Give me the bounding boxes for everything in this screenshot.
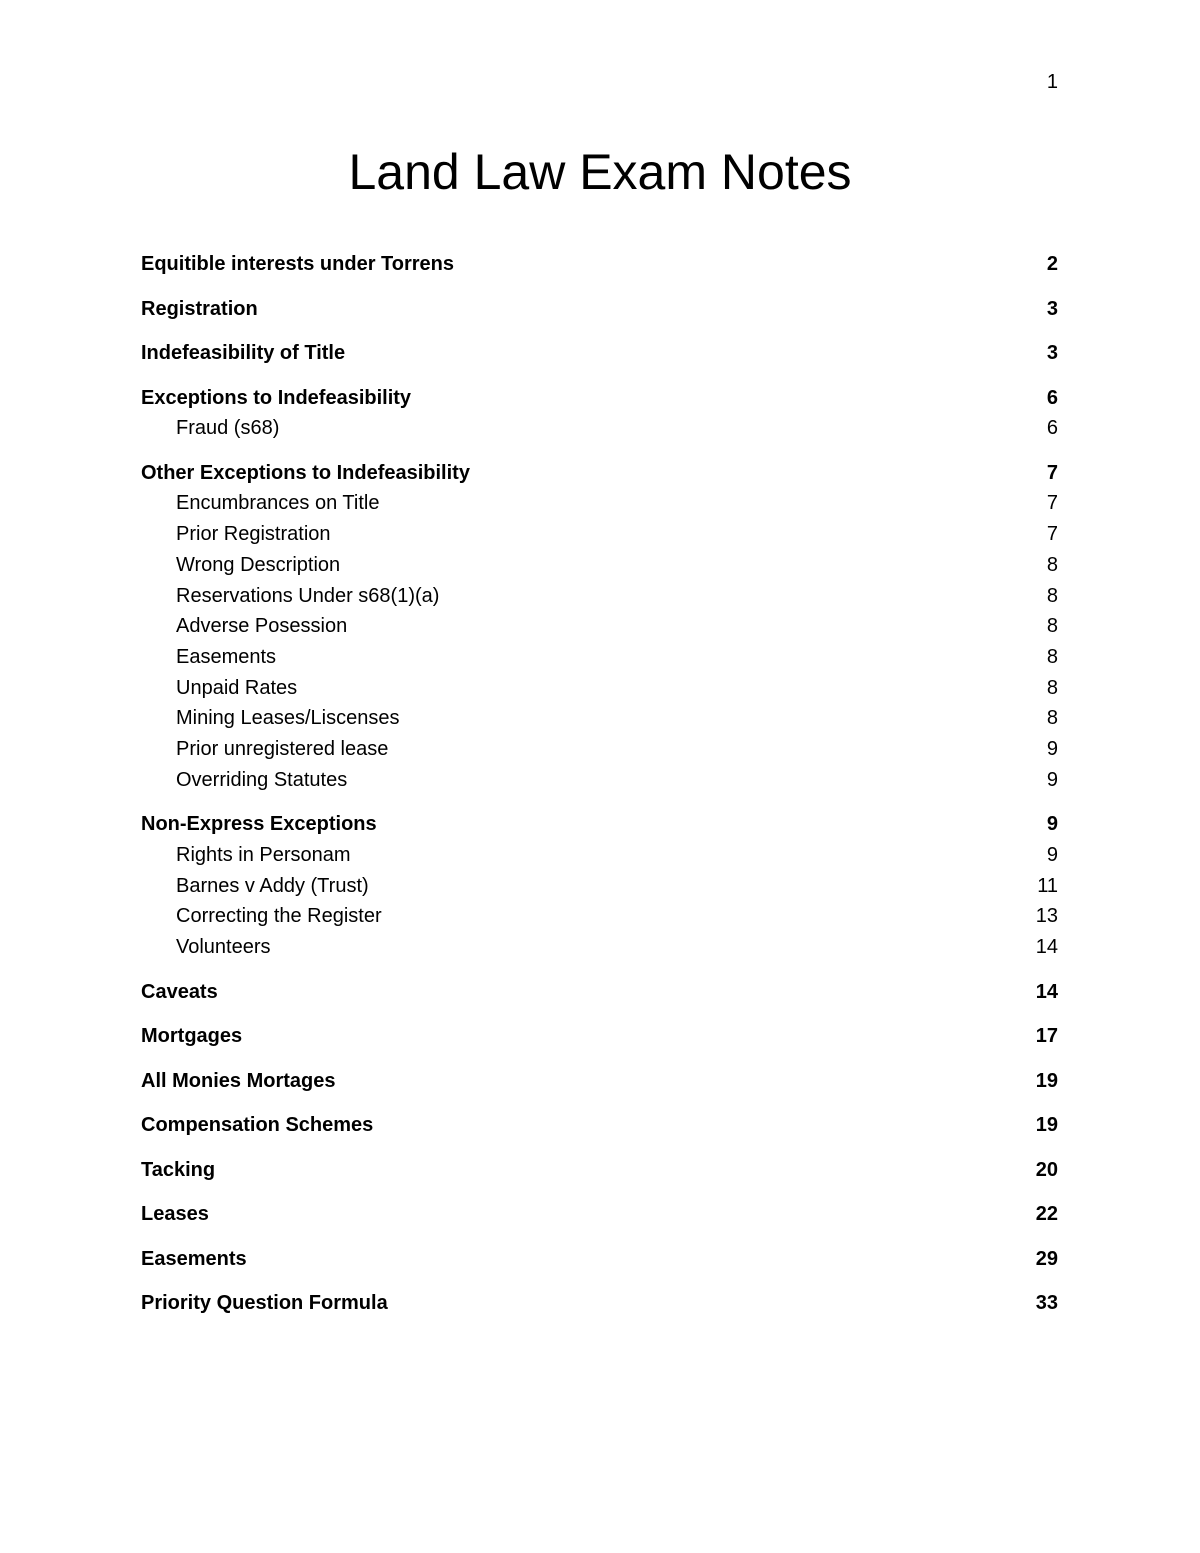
toc-entry[interactable] (141, 385, 1058, 411)
toc-entry[interactable] (141, 675, 1058, 701)
toc-entry-page: 6 (1046, 386, 1058, 409)
toc-entry-label: Rights in Personam (176, 843, 351, 866)
toc-entry[interactable] (141, 842, 1058, 868)
toc-entry-page: 20 (1035, 1158, 1058, 1181)
toc-entry-label: Equitible interests under Torrens (141, 253, 455, 275)
toc-entry[interactable] (141, 1068, 1058, 1094)
toc-entry-page: 22 (1035, 1203, 1058, 1225)
toc-entry-page: 8 (1046, 584, 1058, 607)
toc-entry-label: Exceptions to Indefeasibility (141, 386, 412, 409)
toc-entry-page: 8 (1046, 707, 1058, 730)
toc-entry-label: Leases (141, 1203, 209, 1225)
toc-entry[interactable] (141, 613, 1058, 639)
toc-entry[interactable] (141, 979, 1058, 1005)
toc-entry[interactable] (141, 415, 1058, 441)
toc-entry-page: 7 (1046, 523, 1058, 546)
toc-entry[interactable] (141, 934, 1058, 960)
toc-entry-page: 9 (1046, 813, 1058, 836)
toc-entry-label: Volunteers (176, 936, 271, 958)
toc-entry-label: Adverse Posession (176, 615, 348, 638)
toc-entry-page: 19 (1035, 1069, 1058, 1092)
toc-entry[interactable] (141, 340, 1058, 366)
toc-entry-label: Barnes v Addy (Trust) (176, 874, 369, 897)
toc-entry-page: 6 (1046, 417, 1058, 440)
toc-entry-page: 3 (1046, 297, 1058, 320)
toc-entry[interactable] (141, 644, 1058, 670)
toc-entry-page: 7 (1046, 461, 1058, 484)
toc-entry[interactable] (141, 736, 1058, 762)
toc-entry[interactable] (141, 705, 1058, 731)
toc-entry-label: Correcting the Register (176, 905, 382, 928)
toc-entry-label: Wrong Description (176, 553, 341, 576)
toc-entry[interactable] (141, 811, 1058, 837)
toc-entry-page: 9 (1046, 843, 1058, 866)
toc-entry-label: Indefeasibility of Title (141, 342, 346, 364)
toc-entry[interactable] (141, 583, 1058, 609)
toc-entry[interactable] (141, 552, 1058, 578)
toc-entry-page: 17 (1035, 1025, 1058, 1047)
toc-entry-page: 19 (1035, 1114, 1058, 1136)
toc-entry-page: 7 (1046, 492, 1058, 515)
toc-entry-page: 9 (1046, 768, 1058, 791)
toc-entry-label: Prior Registration (176, 523, 331, 546)
toc-entry-label: Mortgages (141, 1025, 243, 1047)
toc-entry-label: Compensation Schemes (141, 1114, 374, 1136)
toc-entry[interactable] (141, 521, 1058, 547)
toc-entry[interactable] (141, 873, 1058, 899)
toc-entry-page: 8 (1046, 676, 1058, 699)
toc-entry[interactable] (141, 1112, 1058, 1138)
toc-entry-label: Overriding Statutes (176, 768, 348, 791)
toc-entry-page: 29 (1035, 1247, 1058, 1270)
toc-entry-label: Reservations Under s68(1)(a) (176, 584, 440, 607)
toc-entry-label: Registration (141, 297, 258, 320)
toc-entry-label: Unpaid Rates (176, 676, 298, 699)
toc-entry-label: Mining Leases/Liscenses (176, 707, 400, 730)
toc-entry-label: Easements (141, 1247, 247, 1270)
toc-entry-page: 14 (1035, 980, 1058, 1003)
toc-entry[interactable] (141, 767, 1058, 793)
toc-entry-page: 3 (1046, 342, 1058, 364)
toc-entry-label: Priority Question Formula (141, 1292, 388, 1314)
toc-entry-page: 33 (1035, 1292, 1058, 1314)
toc-entry-page: 8 (1046, 553, 1058, 576)
toc-entry[interactable] (141, 490, 1058, 516)
page-title: Land Law Exam Notes (348, 144, 852, 200)
toc-entry-label: All Monies Mortages (141, 1069, 336, 1092)
toc-entry[interactable] (141, 1246, 1058, 1272)
toc-entry-page: 11 (1037, 874, 1058, 897)
page-number: 1 (1046, 71, 1058, 93)
toc-entry[interactable] (141, 251, 1058, 277)
toc-entry-page: 14 (1035, 936, 1058, 958)
toc-entry-page: 8 (1046, 645, 1058, 668)
toc-entry-label: Other Exceptions to Indefeasibility (141, 461, 470, 484)
toc-entry[interactable] (141, 460, 1058, 486)
toc-entry-label: Easements (176, 645, 277, 668)
toc-entry-page: 13 (1035, 905, 1058, 928)
toc-entry-page: 2 (1046, 253, 1058, 275)
toc-entry[interactable] (141, 296, 1058, 322)
toc-entry-label: Tacking (141, 1158, 216, 1181)
toc-entry-label: Caveats (141, 980, 218, 1003)
toc-entry[interactable] (141, 1023, 1058, 1049)
toc-entry-label: Encumbrances on Title (176, 492, 380, 515)
toc-entry[interactable] (141, 1201, 1058, 1227)
toc-entry-label: Fraud (s68) (176, 417, 280, 440)
toc-entry-label: Non-Express Exceptions (141, 813, 377, 836)
toc-entry[interactable] (141, 1157, 1058, 1183)
toc-entry-page: 8 (1046, 615, 1058, 638)
toc-entry-label: Prior unregistered lease (176, 738, 389, 760)
toc-entry-page: 9 (1046, 738, 1058, 760)
toc-entry[interactable] (141, 1290, 1058, 1316)
toc-entry[interactable] (141, 903, 1058, 929)
